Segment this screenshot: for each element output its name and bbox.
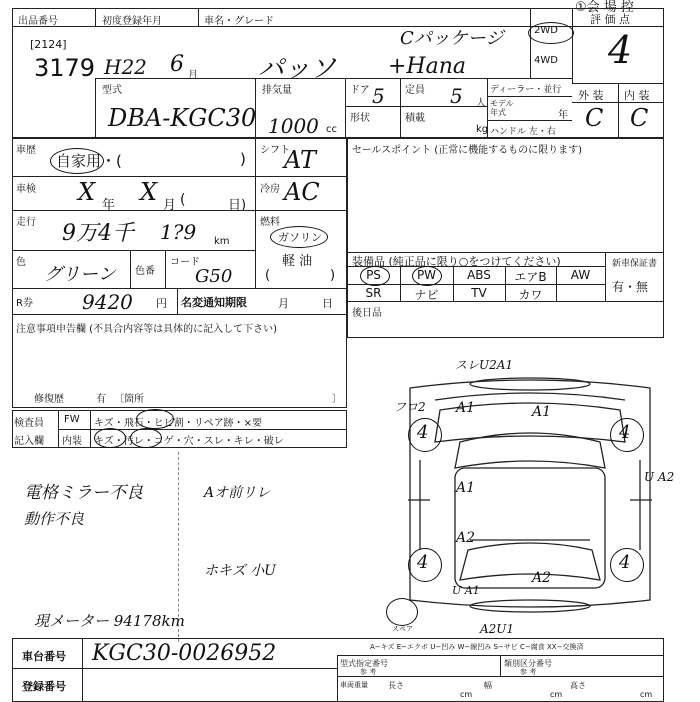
month-unit: 月 xyxy=(163,198,177,213)
inspection-year: X xyxy=(78,178,96,206)
inspection-month: X xyxy=(140,178,158,206)
score-label: 評 価 点 xyxy=(590,13,630,26)
type-cert-label: 型式指定番号 xyxy=(340,659,388,668)
cm-1: cm xyxy=(460,690,473,699)
first-reg-label: 初度登録年月 xyxy=(102,16,162,27)
legend: A−キズ E−エクボ U−凹み W−線凹み S−サビ C−腐食 XX−交換済 xyxy=(370,643,584,651)
diag-left-a1: A1 xyxy=(456,400,476,416)
doors-value: 5 xyxy=(372,84,385,108)
equip-ps: PS xyxy=(366,268,381,282)
car-history-label: 車歴 xyxy=(16,145,36,156)
car-history-close: ) xyxy=(240,150,246,168)
equip-pw: PW xyxy=(416,268,437,282)
lot-no-label: 出品番号 xyxy=(18,16,58,27)
lot-code: [2124] xyxy=(30,38,67,51)
day-open: ( xyxy=(180,192,186,208)
diag-rear-a2-left: A2 xyxy=(456,530,476,546)
vehicle-weight-label: 車両重量 xyxy=(340,681,368,689)
sales-point-label: セールスポイント (正常に機能するものに限ります) xyxy=(352,145,583,156)
equip-leather: カワ xyxy=(518,288,543,302)
type-label: 型式 xyxy=(102,85,122,96)
capacity-unit: 人 xyxy=(476,98,486,109)
package: Cパッケージ xyxy=(400,28,504,49)
model-grade-label: 車名・グレード xyxy=(204,16,274,27)
equipment-label: 装備品 (純正品に限り○をつけてください) xyxy=(352,255,561,268)
shift-value: AT xyxy=(284,146,317,174)
mileage-value: 9万4千 xyxy=(62,221,134,246)
year-unit: 年 xyxy=(102,198,116,213)
repair-place: 〔箇所 xyxy=(114,394,144,405)
notes-label: 注意事項申告欄 (不具合内容等は具体的に記入して下さい) xyxy=(16,324,277,335)
dealer-label: ディーラー・並行 xyxy=(490,85,562,95)
diag-bottom-label: A2U1 xyxy=(480,622,515,636)
inspector-label: 検査員 xyxy=(14,418,44,429)
doors-label: ドア xyxy=(350,85,370,96)
capacity-value: 5 xyxy=(450,84,463,108)
width-label: 幅 xyxy=(484,681,492,690)
inspection-label: 車検 xyxy=(16,184,36,195)
score-value: 4 xyxy=(608,28,633,72)
recycle-unit: 円 xyxy=(156,297,167,310)
nav-cert-label: 新車保証書 xyxy=(612,259,658,269)
pw-circle xyxy=(412,266,442,286)
ref-label: 参 考 xyxy=(360,668,377,676)
equip-navi: ナビ xyxy=(414,288,439,302)
capacity-label: 定員 xyxy=(405,85,425,96)
recycle-label: R券 xyxy=(16,298,33,309)
model-year-label: モデル年式 xyxy=(490,99,514,117)
warranty-value: 有・無 xyxy=(612,280,649,294)
drive-2wd: 2WD xyxy=(534,25,558,36)
fw-items: キズ・飛石・ヒビ割・リペア跡・×要 xyxy=(94,418,262,429)
later-label: 後日品 xyxy=(352,308,382,319)
interior-value: C xyxy=(630,104,649,132)
reg-label: 登録番号 xyxy=(22,680,66,693)
tire-rr: 4 xyxy=(619,552,631,573)
length-label: 長さ xyxy=(388,681,404,690)
note-left2: 動作不良 xyxy=(24,510,85,528)
day-unit: 日) xyxy=(228,198,247,213)
site-label: ①会 場 控 xyxy=(575,0,634,15)
model-year-unit: 年 xyxy=(558,110,568,121)
tire-rl: 4 xyxy=(417,552,429,573)
equip-aw: AW xyxy=(570,268,591,282)
shift-label: シフト xyxy=(260,145,290,156)
cooler-value: AC xyxy=(284,178,320,206)
displacement-value: 1000 xyxy=(268,114,319,138)
load-label: 積載 xyxy=(405,113,425,124)
grade: +Hana xyxy=(388,54,467,79)
category-label: 類別区分番号 xyxy=(504,659,552,668)
note-right1: Aオ前リレ xyxy=(204,485,271,501)
lot-no-value: 3179 xyxy=(34,54,96,82)
drive-4wd: 4WD xyxy=(534,55,558,66)
diag-rear-a2-right: A2 xyxy=(532,570,552,586)
repair-label: 修復歴 xyxy=(34,394,64,405)
load-unit: kg xyxy=(476,124,489,135)
fw-label: FW xyxy=(64,414,80,425)
repair-value: 有 xyxy=(96,394,106,405)
equip-tv: TV xyxy=(471,286,487,300)
diag-bottom-u1: U A1 xyxy=(452,584,480,597)
fuel-paren-close: ) xyxy=(330,268,336,283)
color-code-label: コード xyxy=(170,257,200,268)
reg-month: 6 xyxy=(170,52,184,77)
spare-label: スペア xyxy=(392,625,413,633)
reg-month-unit: 月 xyxy=(188,70,198,81)
chassis-label: 車台番号 xyxy=(22,650,66,663)
equip-airbag: エアB xyxy=(514,270,547,284)
name-change-day: 日 xyxy=(322,297,333,310)
type-value: DBA-KGC30 xyxy=(108,104,257,132)
diag-right-label: U A2 xyxy=(644,470,675,484)
exterior-label: 外 装 xyxy=(578,89,604,102)
spare-tire-icon xyxy=(386,598,418,626)
note-right2: ホキズ 小U xyxy=(204,563,276,579)
diag-left-label: フロ2 xyxy=(394,400,426,414)
diag-door-a1: A1 xyxy=(456,480,476,496)
mileage-label: 走行 xyxy=(16,217,36,228)
stain-circle xyxy=(130,428,162,448)
ref-label2: 参 考 xyxy=(520,668,537,676)
cm-2: cm xyxy=(550,690,563,699)
car-name: パッソ xyxy=(258,54,337,84)
entry-label: 記入欄 xyxy=(14,436,44,447)
diag-front-right: A1 xyxy=(532,404,552,420)
name-change-label: 名変通知期限 xyxy=(181,296,247,309)
car-diagram xyxy=(380,350,680,640)
color-code-value: G50 xyxy=(195,266,233,287)
fuel-diesel: 軽 油 xyxy=(282,254,313,269)
ps-circle xyxy=(360,266,390,286)
repair-close: 〕 xyxy=(332,394,342,405)
cooler-label: 冷房 xyxy=(260,184,280,195)
chassis-value: KGC30-0026952 xyxy=(92,641,277,666)
name-change-month: 月 xyxy=(278,297,289,310)
stone-chip-circle xyxy=(136,409,174,429)
color-no-label: 色番 xyxy=(135,266,155,277)
interior-row-label: 内装 xyxy=(62,436,82,447)
diag-top: スレU2A1 xyxy=(455,358,514,372)
fuel-value: ガソリン xyxy=(278,231,322,244)
interior-items: キズ・汚レ・コゲ・穴・スレ・キレ・破レ xyxy=(94,436,284,447)
displacement-label: 排気量 xyxy=(262,85,292,96)
height-label: 高さ xyxy=(570,681,586,690)
tire-fl: 4 xyxy=(417,422,429,443)
interior-label: 内 装 xyxy=(624,89,650,102)
note-left1: 電格ミラー不良 xyxy=(24,483,143,503)
shape-label: 形状 xyxy=(350,113,370,124)
color-value: グリーン xyxy=(44,264,116,285)
cm-3: cm xyxy=(640,690,653,699)
sales-frame xyxy=(347,138,664,338)
mileage-unit: km xyxy=(214,236,230,247)
era-year: H22 xyxy=(104,55,147,79)
equip-abs: ABS xyxy=(467,268,491,282)
mileage-value2: 1?9 xyxy=(160,220,197,244)
handle-label: ハンドル 左・右 xyxy=(490,127,556,137)
fuel-paren-open: ( xyxy=(265,268,271,283)
equip-sr: SR xyxy=(365,286,382,300)
displacement-unit: cc xyxy=(326,124,337,135)
scratch-circle xyxy=(94,428,126,448)
exterior-value: C xyxy=(585,104,604,132)
color-label: 色 xyxy=(16,257,26,268)
meter-note: 現メーター 94178km xyxy=(34,612,185,630)
recycle-value: 9420 xyxy=(82,290,133,314)
car-history-value: 自家用・( xyxy=(56,152,122,170)
fuel-label: 燃料 xyxy=(260,217,280,228)
tire-fr: 4 xyxy=(619,422,631,443)
